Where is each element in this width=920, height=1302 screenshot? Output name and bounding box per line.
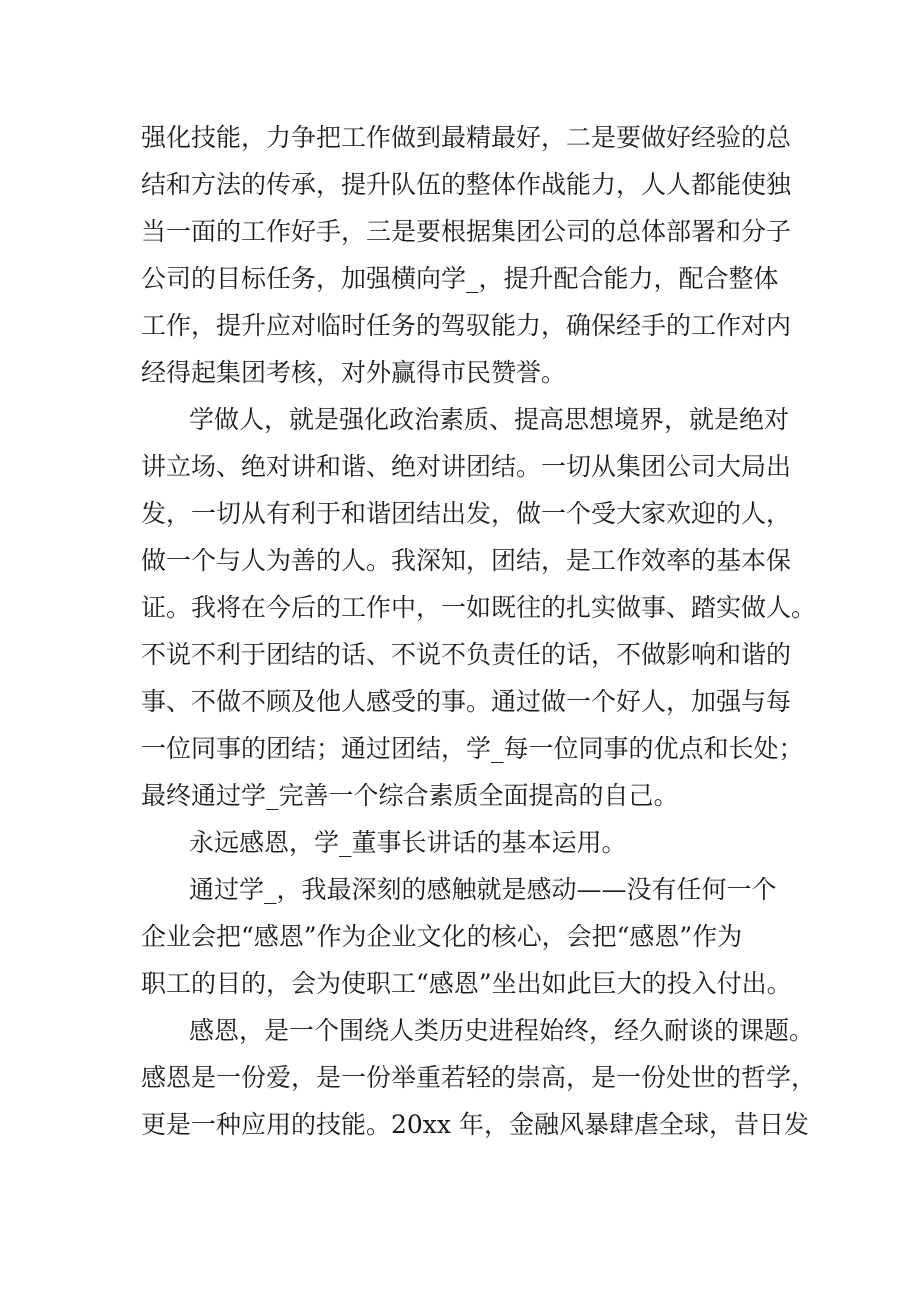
text-line: 企业会把“感恩”作为企业文化的核心，会把“感恩”作为 xyxy=(141,922,743,951)
text-line: 更是一种应用的技能。20xx 年，金融风暴肆虐全球，昔日发 xyxy=(141,1110,809,1139)
text-line: 结和方法的传承，提升队伍的整体作战能力，人人都能使独 xyxy=(141,170,792,199)
paragraph-start-line: 学做人，就是强化政治素质、提高思想境界，就是绝对 xyxy=(189,405,790,434)
text-line: 事、不做不顾及他人感受的事。通过做一个好人，加强与每 xyxy=(141,687,792,716)
text-line: 讲立场、绝对讲和谐、绝对讲团结。一切从集团公司大局出 xyxy=(141,452,792,481)
text-line: 证。我将在今后的工作中，一如既往的扎实做事、踏实做人。 xyxy=(141,593,817,622)
text-line: 感恩是一份爱，是一份举重若轻的崇高，是一份处世的哲学， xyxy=(141,1063,817,1092)
text-line: 做一个与人为善的人。我深知，团结，是工作效率的基本保 xyxy=(141,546,792,575)
text-line: 经得起集团考核，对外赢得市民赞誉。 xyxy=(141,358,567,387)
text-line: 发，一切从有利于和谐团结出发，做一个受大家欢迎的人， xyxy=(141,499,792,528)
document-body xyxy=(141,114,817,1148)
paragraph-start-line: 感恩，是一个围绕人类历史进程始终，经久耐谈的课题。 xyxy=(189,1016,815,1045)
text-line: 职工的目的，会为使职工“感恩”坐出如此巨大的投入付出。 xyxy=(141,969,792,998)
text-line: 一位同事的团结；通过团结，学_每一位同事的优点和长处； xyxy=(141,734,804,763)
text-line: 最终通过学_完善一个综合素质全面提高的自己。 xyxy=(141,781,679,810)
text-line: 公司的目标任务，加强横向学_，提升配合能力，配合整体 xyxy=(141,264,779,293)
paragraph-start-line: 永远感恩，学_董事长讲话的基本运用。 xyxy=(189,828,627,857)
text-line: 工作，提升应对临时任务的驾驭能力，确保经手的工作对内 xyxy=(141,311,792,340)
text-line: 强化技能，力争把工作做到最精最好，二是要做好经验的总 xyxy=(141,123,792,152)
text-line: 当一面的工作好手，三是要根据集团公司的总体部署和分子 xyxy=(141,217,792,246)
text-line: 不说不利于团结的话、不说不负责任的话，不做影响和谐的 xyxy=(141,640,792,669)
paragraph-start-line: 通过学_，我最深刻的感触就是感动——没有任何一个 xyxy=(189,875,777,904)
